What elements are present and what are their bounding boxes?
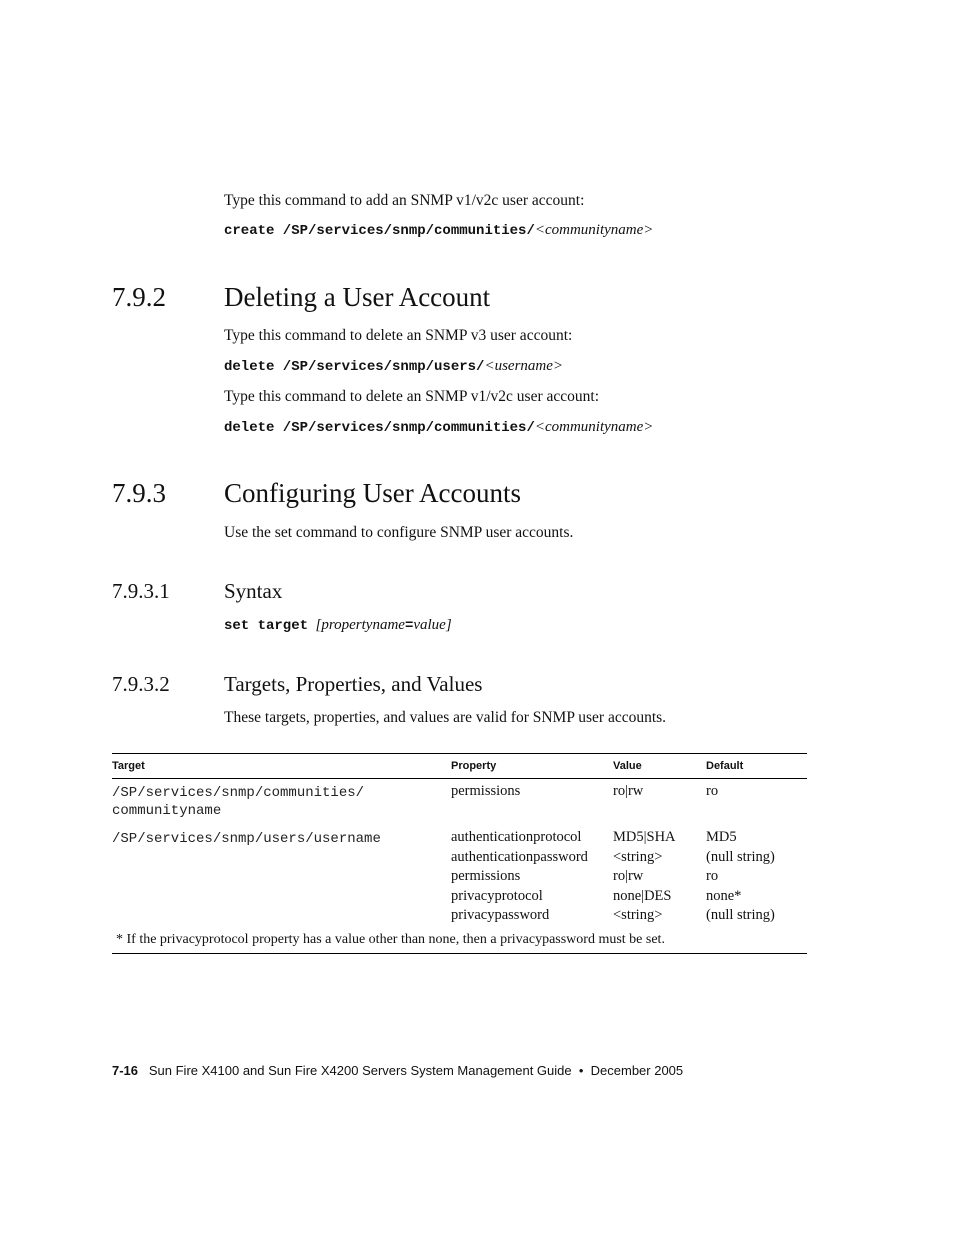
default-item: (null string) — [706, 848, 775, 865]
table-top-rule — [112, 753, 807, 754]
table-row-target — [112, 784, 364, 820]
value-item: none|DES — [613, 887, 672, 904]
delete-community-command — [224, 419, 653, 436]
table-cell-default: ro — [706, 783, 719, 799]
table-header-target: Target — [112, 760, 145, 772]
table-cell-values — [613, 828, 676, 926]
target-line: communityname — [112, 803, 222, 819]
table-cell-property: permissions — [451, 783, 521, 799]
subsection-number: 7.9.3.2 — [112, 672, 170, 696]
document-date: December 2005 — [590, 1063, 684, 1078]
intro-command — [224, 222, 653, 239]
page-number: 7-16 — [112, 1063, 139, 1078]
paragraph: Use the set command to configure SNMP user accounts. — [224, 524, 574, 541]
command-text: delete /SP/services/snmp/communities/ — [224, 420, 535, 436]
value-item: ro|rw — [613, 868, 644, 884]
value-item: <string> — [613, 907, 663, 923]
bracket-open: [ — [315, 617, 322, 633]
table-footnote: * If the privacyprotocol property has a value other than none, then a privacypassword must be set. — [116, 932, 665, 947]
section-heading: Configuring User Accounts — [224, 478, 521, 508]
command-argument: <username> — [484, 358, 564, 374]
delete-user-command — [224, 358, 563, 375]
command-argument: value — [413, 617, 446, 633]
default-item: MD5 — [706, 829, 737, 845]
table-header-value: Value — [613, 760, 642, 772]
command-text: set target — [224, 618, 309, 634]
default-item: ro — [706, 868, 719, 884]
table-header-rule — [112, 778, 807, 779]
syntax-command — [224, 617, 452, 634]
command-argument: <communityname> — [534, 419, 654, 435]
section-number: 7.9.2 — [112, 282, 166, 312]
section-number: 7.9.3 — [112, 478, 166, 508]
table-header-default: Default — [706, 760, 744, 772]
command-text: create /SP/services/snmp/communities/ — [224, 223, 535, 239]
subsection-heading: Syntax — [224, 579, 283, 603]
subsection-heading: Targets, Properties, and Values — [224, 672, 483, 696]
property-item: privacyprotocol — [451, 887, 543, 904]
equals-sign: = — [404, 618, 414, 634]
table-cell-defaults — [706, 828, 775, 926]
property-item: privacypassword — [451, 907, 550, 923]
table-header-property: Property — [451, 760, 497, 772]
command-argument: <communityname> — [534, 222, 654, 238]
subsection-number: 7.9.3.1 — [112, 579, 170, 603]
default-item: (null string) — [706, 907, 775, 923]
table-cell-value: ro|rw — [613, 783, 644, 799]
property-item: authenticationprotocol — [451, 829, 582, 845]
command-text: delete /SP/services/snmp/users/ — [224, 359, 485, 375]
table-cell-properties — [451, 828, 588, 926]
command-argument: propertyname — [321, 617, 405, 633]
table-row-target: /SP/services/snmp/users/username — [112, 831, 381, 847]
paragraph: These targets, properties, and values are valid for SNMP user accounts. — [224, 709, 667, 726]
footer-bullet: • — [578, 1063, 584, 1078]
value-item: <string> — [613, 848, 663, 865]
document-title: Sun Fire X4100 and Sun Fire X4200 Servers System Management Guide — [148, 1063, 572, 1078]
table-bottom-rule — [112, 953, 807, 954]
property-item: permissions — [451, 868, 521, 884]
target-line: /SP/services/snmp/communities/ — [112, 785, 365, 801]
default-item: none* — [706, 887, 742, 904]
property-item: authenticationpassword — [451, 848, 588, 865]
page-footer — [112, 1063, 683, 1078]
section-heading: Deleting a User Account — [224, 282, 491, 312]
value-item: MD5|SHA — [613, 829, 676, 845]
intro-paragraph: Type this command to add an SNMP v1/v2c user account: — [224, 192, 585, 209]
bracket-close: ] — [445, 617, 452, 633]
paragraph: Type this command to delete an SNMP v1/v2c user account: — [224, 388, 599, 405]
paragraph: Type this command to delete an SNMP v3 user account: — [224, 327, 573, 344]
